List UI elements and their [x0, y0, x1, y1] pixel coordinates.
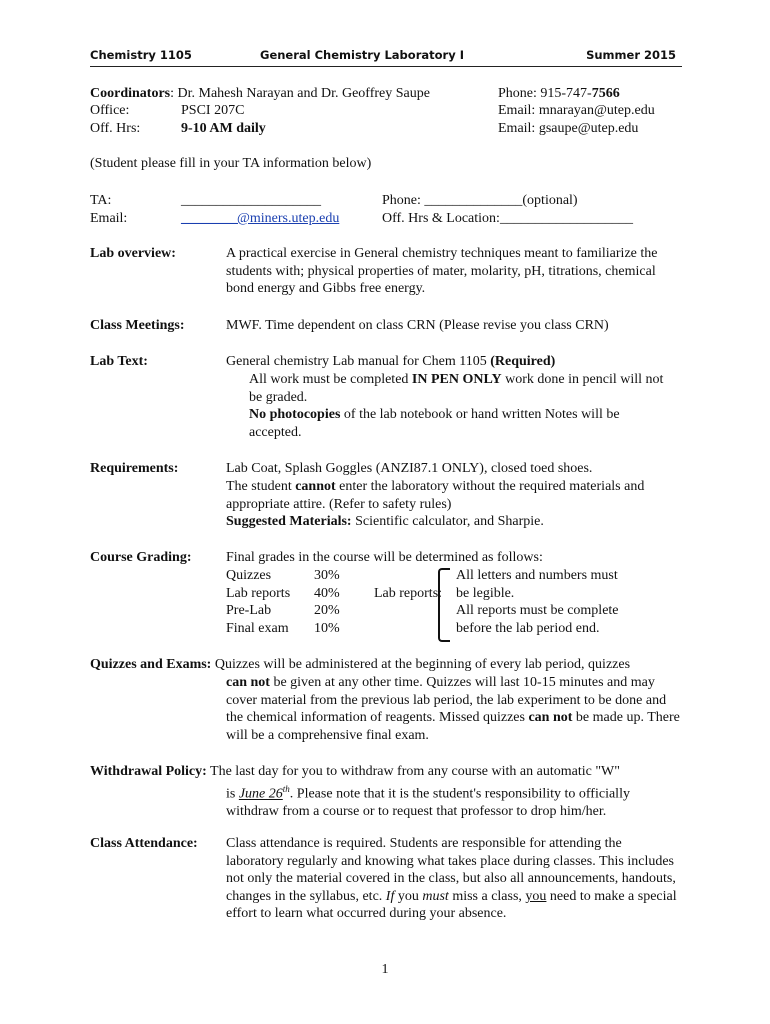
grade-item-name: Pre-Lab — [226, 603, 272, 619]
grade-item-pct: 30% — [314, 568, 340, 583]
quizzes-line1: Quizzes and Exams: Quizzes will be administered at the beginning of every lab period, quizzes — [90, 657, 631, 672]
attendance-text: Class attendance is required. Students are responsible for attending the laboratory regularly and knowing what takes place during classes. This includes not only the material covered in the class, but also all announcements, handouts, changes in the syllabus, etc. If you must miss a class, you need to make a special effort to learn what occurred during your absence. — [226, 836, 677, 922]
grading-label: Course Grading: — [90, 550, 192, 565]
withdrawal-text: is June 26th. Please note that it is the student's responsibility to officially withdraw from a course or to request that professor to drop him/her. — [226, 784, 630, 820]
email-narayan[interactable]: Email: mnarayan@utep.edu — [498, 103, 655, 118]
report-note-3: All reports must be complete — [456, 603, 619, 618]
grade-item-name: Quizzes — [226, 568, 272, 583]
grade-row — [226, 602, 340, 620]
grading-intro: Final grades in the course will be determined as follows: — [226, 550, 543, 565]
labtext-label: Lab Text: — [90, 354, 148, 369]
ta-email-field[interactable]: ________@miners.utep.edu — [181, 211, 340, 226]
ta-name-field[interactable]: ____________________ — [181, 193, 321, 208]
ta-label: TA: — [90, 193, 112, 208]
phone: Phone: 915-747-7566 — [498, 86, 620, 101]
grade-item-name: Final exam — [226, 620, 289, 636]
page-number: 1 — [381, 962, 389, 977]
grade-item-pct: 40% — [314, 585, 340, 601]
report-note-1: All letters and numbers must — [456, 568, 618, 583]
ta-instruction: (Student please fill in your TA information below) — [90, 156, 372, 171]
hours-value: 9-10 AM daily — [181, 121, 266, 136]
grade-item-pct: 20% — [314, 603, 340, 619]
course-title: General Chemistry Laboratory I — [260, 48, 464, 62]
quizzes-text: can not be given at any other time. Quizzes will last 10-15 minutes and may cover material from the previous lab period, the lab experiment to be done and the chemical information of reagents. Missed quizzes can not be made up. There will be a comprehensive final exam. — [226, 675, 680, 743]
grade-row — [226, 585, 340, 603]
photocopy-note: No photocopies of the lab notebook or hand written Notes will be accepted. — [249, 407, 620, 440]
requirements-line2: The student cannot enter the laboratory without the required materials and appropriate attire. (Refer to safety rules) — [226, 479, 645, 512]
page-header — [90, 48, 682, 66]
grade-row — [226, 620, 340, 638]
meetings-text: MWF. Time dependent on class CRN (Please revise you class CRN) — [226, 318, 609, 333]
email-saupe[interactable]: Email: gsaupe@utep.edu — [498, 121, 639, 136]
requirements-label: Requirements: — [90, 461, 179, 476]
hours-label: Off. Hrs: — [90, 121, 141, 136]
grade-item-name: Lab reports — [226, 585, 291, 601]
report-note-4: before the lab period end. — [456, 621, 600, 636]
pen-only-note: All work must be completed IN PEN ONLY work done in pencil will not be graded. — [249, 372, 664, 405]
report-note-2: be legible. — [456, 586, 515, 601]
lab-reports-label: Lab reports: — [374, 586, 443, 601]
overview-text: A practical exercise in General chemistry techniques meant to familiarize the students with; physical properties of mater, molarity, pH, titrations, chemical bond energy and Gibbs free energy. — [226, 246, 658, 297]
course-code: Chemistry 1105 — [90, 48, 192, 62]
bracket — [438, 568, 450, 642]
withdrawal-line1: Withdrawal Policy: The last day for you to withdraw from any course with an automatic "W" — [90, 764, 620, 779]
labtext-line: General chemistry Lab manual for Chem 1105 (Required) — [226, 354, 556, 369]
office-value: PSCI 207C — [181, 103, 245, 118]
grade-row — [226, 567, 340, 585]
office-label: Office: — [90, 103, 130, 118]
attendance-label: Class Attendance: — [90, 836, 198, 851]
suggested-materials: Suggested Materials: Scientific calculator, and Sharpie. — [226, 514, 544, 529]
grade-item-pct: 10% — [314, 620, 340, 636]
grade-table — [226, 567, 340, 637]
coordinators-line: Coordinators: Dr. Mahesh Narayan and Dr. Geoffrey Saupe — [90, 86, 430, 101]
meetings-label: Class Meetings: — [90, 318, 185, 333]
ta-email-label: Email: — [90, 211, 128, 226]
header-rule — [90, 66, 682, 67]
ta-location-field[interactable]: Off. Hrs & Location:___________________ — [382, 211, 633, 226]
term: Summer 2015 — [586, 48, 676, 62]
requirements-line1: Lab Coat, Splash Goggles (ANZI87.1 ONLY), closed toed shoes. — [226, 461, 593, 476]
overview-label: Lab overview: — [90, 246, 176, 261]
ta-phone-field[interactable]: Phone: ______________(optional) — [382, 193, 578, 208]
